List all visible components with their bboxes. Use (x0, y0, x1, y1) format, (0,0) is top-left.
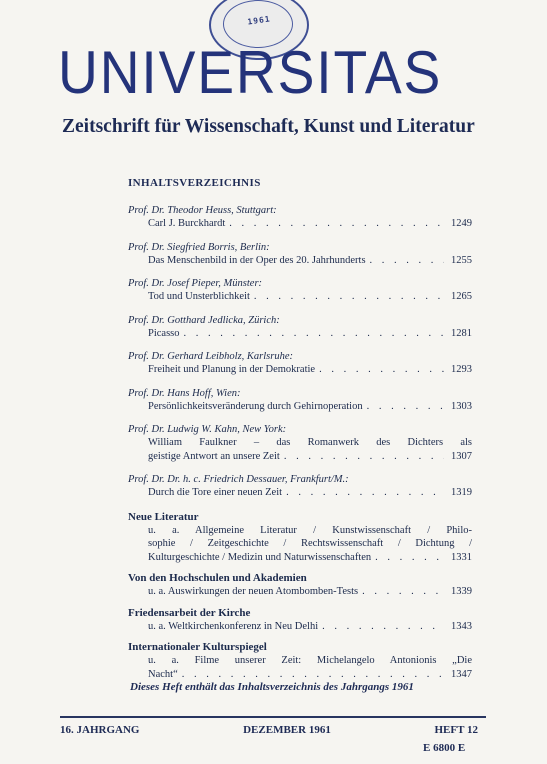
entry-page-number: 1265 (451, 291, 472, 302)
entry-author: Prof. Dr. Dr. h. c. Friedrich Dessauer, Frankfurt/M.: (128, 474, 349, 485)
section-page-number: 1339 (451, 586, 472, 597)
section-line-3 (128, 551, 472, 565)
leader-dots (370, 254, 444, 268)
entry-page-number: 1293 (451, 364, 472, 375)
section-heading: Internationaler Kulturspiegel (128, 641, 267, 653)
entry-title-cont: geistige Antwort an unsere Zeit (148, 450, 280, 462)
section-text: Kulturgeschichte / Medizin und Naturwissenschaften (148, 551, 372, 563)
section-line-1 (128, 585, 472, 599)
entry-author: Prof. Dr. Gerhard Leibholz, Karlsruhe: (128, 351, 294, 362)
entry-title-line (128, 254, 472, 268)
section-line-1: u. a. Filme unserer Zeit: Michelangelo Antonionis „Die (148, 655, 472, 666)
masthead-title: UNIVERSITAS (58, 39, 443, 106)
entry-author: Prof. Dr. Josef Pieper, Münster: (128, 278, 263, 289)
footer-issue: HEFT 12 (434, 724, 478, 736)
toc-entry-pieper (128, 277, 472, 304)
toc-entry-dessauer (128, 473, 472, 500)
leader-dots (229, 217, 444, 231)
section-kulturspiegel (128, 640, 472, 681)
toc-entry-kahn (128, 423, 472, 463)
entry-author: Prof. Dr. Gotthard Jedlicka, Zürich: (128, 314, 280, 326)
section-page-number: 1331 (451, 551, 472, 563)
leader-dots (362, 585, 444, 599)
section-text: u. a. Auswirkungen der neuen Atombomben-Tests (148, 586, 359, 597)
entry-title: Carl J. Burckhardt (148, 218, 226, 229)
section-page-number: 1343 (451, 620, 472, 632)
section-page-number: 1347 (451, 668, 472, 680)
leader-dots (254, 290, 444, 304)
entry-title-line (128, 290, 472, 304)
footer-code: E 6800 E (423, 742, 466, 754)
table-of-contents (128, 204, 472, 688)
entry-title: Picasso (148, 327, 180, 339)
entry-title-line-2 (128, 450, 472, 464)
toc-entry-heuss (128, 204, 472, 231)
leader-dots (375, 551, 444, 565)
section-neue-literatur (128, 510, 472, 565)
leader-dots (322, 620, 444, 634)
entry-author: Prof. Dr. Siegfried Borris, Berlin: (128, 241, 270, 253)
issue-note: Dieses Heft enthält das Inhaltsverzeichnis des Jahrgangs 1961 (130, 681, 414, 693)
entry-page-number: 1307 (451, 450, 472, 462)
entry-author: Prof. Dr. Ludwig W. Kahn, New York: (128, 424, 287, 435)
masthead-subtitle: Zeitschrift für Wissenschaft, Kunst und Literatur (62, 116, 475, 137)
section-line-2 (128, 668, 472, 682)
leader-dots (367, 400, 444, 414)
section-friedensarbeit (128, 606, 472, 634)
entry-title: Durch die Tore einer neuen Zeit (148, 487, 283, 498)
toc-entry-hoff (128, 387, 472, 414)
entry-title: Das Menschenbild in der Oper des 20. Jahrhunderts (148, 254, 366, 266)
toc-entry-jedlicka (128, 314, 472, 341)
section-heading: Neue Literatur (128, 510, 199, 523)
entry-title: Freiheit und Planung in der Demokratie (148, 364, 316, 375)
toc-entry-leibholz (128, 350, 472, 377)
entry-page-number: 1255 (451, 254, 472, 266)
leader-dots (184, 327, 445, 341)
leader-dots (182, 668, 444, 682)
entry-page-number: 1303 (451, 400, 472, 412)
section-line-1 (128, 620, 472, 634)
section-heading: Friedensarbeit der Kirche (128, 606, 251, 619)
entry-page-number: 1249 (451, 218, 472, 229)
leader-dots (284, 450, 444, 464)
footer-volume: 16. JAHRGANG (60, 724, 140, 736)
entry-title-line (128, 400, 472, 414)
toc-entry-borris (128, 241, 472, 268)
section-hochschulen (128, 571, 472, 599)
section-line-2: sophie / Zeitgeschichte / Rechtswissenschaft / Dichtung / (148, 538, 472, 549)
leader-dots (319, 363, 444, 377)
footer-rule (60, 716, 486, 718)
entry-page-number: 1281 (451, 327, 472, 339)
section-text: Nacht“ (148, 668, 178, 680)
entry-title: Tod und Unsterblichkeit (148, 291, 250, 302)
toc-heading: INHALTSVERZEICHNIS (128, 177, 261, 189)
entry-page-number: 1319 (451, 487, 472, 498)
stamp-date: 1961 (246, 14, 272, 27)
entry-title-line (128, 363, 472, 377)
entry-title-line-1: William Faulkner – das Romanwerk des Dichters als (148, 437, 472, 448)
section-line-1: u. a. Allgemeine Literatur / Kunstwissenschaft / Philo- (148, 524, 472, 536)
entry-author: Prof. Dr. Theodor Heuss, Stuttgart: (128, 205, 277, 216)
section-text: u. a. Weltkirchenkonferenz in Neu Delhi (148, 620, 319, 632)
entry-title-line (128, 486, 472, 500)
entry-title: Persönlichkeitsveränderung durch Gehirnoperation (148, 400, 363, 412)
section-heading: Von den Hochschulen und Akademien (128, 572, 307, 584)
leader-dots (286, 486, 444, 500)
entry-title-line (128, 327, 472, 341)
entry-title-line (128, 217, 472, 231)
footer-date: DEZEMBER 1961 (243, 724, 331, 736)
footer (60, 724, 478, 736)
entry-author: Prof. Dr. Hans Hoff, Wien: (128, 387, 241, 399)
